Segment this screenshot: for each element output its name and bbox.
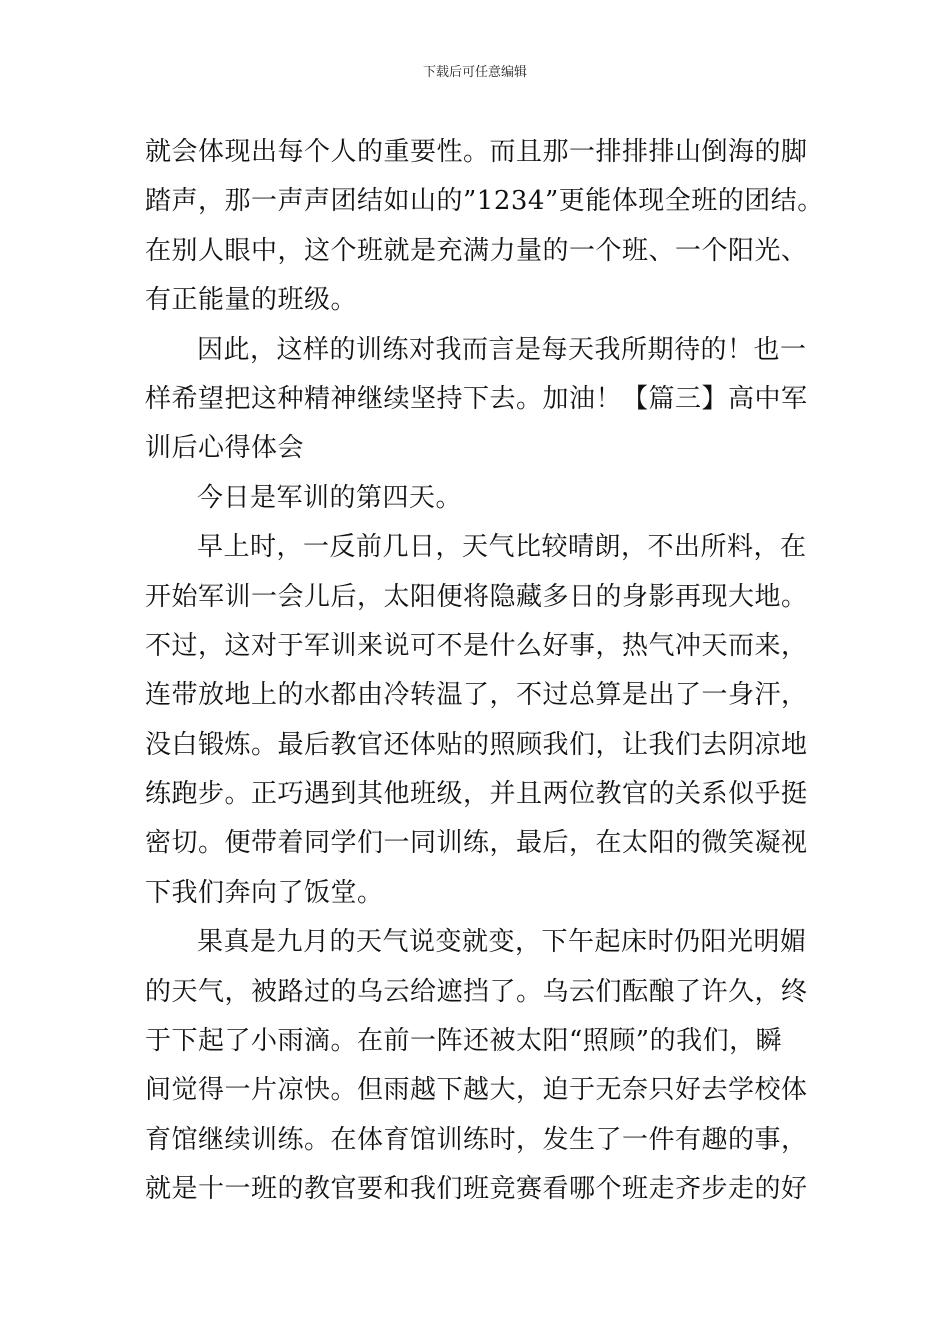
text-line: 踏声，那一声声团结如山的”1234”更能体现全班的团结。: [145, 186, 824, 217]
text-line: 样希望把这种精神继续坚持下去。加油！【篇三】高中军: [145, 383, 808, 414]
text-line: 于下起了小雨滴。在前一阵还被太阳“照顾”的我们，瞬: [145, 1026, 783, 1057]
text-line: 训后心得体会: [145, 433, 305, 464]
text-line: 育馆继续训练。在体育馆训练时，发生了一件有趣的事，: [145, 1124, 808, 1155]
text-line: 连带放地上的水都由冷转温了，不过总算是出了一身汗，: [145, 680, 808, 711]
text-line: 今日是军训的第四天。: [197, 482, 463, 513]
text-line: 间觉得一片凉快。但雨越下越大，迫于无奈只好去学校体: [145, 1075, 808, 1106]
text-line: 在别人眼中，这个班就是充满力量的一个班、一个阳光、: [145, 235, 808, 266]
text-line: 就会体现出每个人的重要性。而且那一排排排山倒海的脚: [145, 137, 808, 167]
paragraph-3: [145, 474, 810, 523]
text-line: 的天气，被路过的乌云给遮挡了。乌云们酝酿了许久，终: [145, 976, 808, 1007]
text-line: 没白锻炼。最后教官还体贴的照顾我们，让我们去阴凉地: [145, 729, 808, 760]
text-line: 练跑步。正巧遇到其他班级，并且两位教官的关系似乎挺: [145, 779, 808, 810]
paragraph-4: [145, 523, 810, 918]
text-line: 不过，这对于军训来说可不是什么好事，热气冲天而来，: [145, 630, 808, 661]
text-line: 有正能量的班级。: [145, 285, 358, 316]
text-line: 果真是九月的天气说变就变，下午起床时仍阳光明媚: [197, 927, 807, 958]
text-line: 密切。便带着同学们一同训练，最后，在太阳的微笑凝视: [145, 828, 808, 859]
paragraph-5: [145, 918, 810, 1214]
text-line: 下我们奔向了饭堂。: [145, 877, 384, 908]
text-line: 就是十一班的教官要和我们班竞赛看哪个班走齐步走的好: [145, 1174, 808, 1205]
text-line: 早上时，一反前几日，天气比较晴朗，不出所料，在: [197, 532, 807, 563]
text-line: 因此，这样的训练对我而言是每天我所期待的！也一: [197, 334, 807, 365]
text-line: 开始军训一会儿后，太阳便将隐藏多日的身影再现大地。: [145, 581, 808, 612]
page-header: 下载后可任意编辑: [422, 65, 527, 80]
paragraph-2: [145, 326, 810, 474]
paragraph-1: [145, 128, 824, 326]
document-body: [145, 128, 824, 1215]
